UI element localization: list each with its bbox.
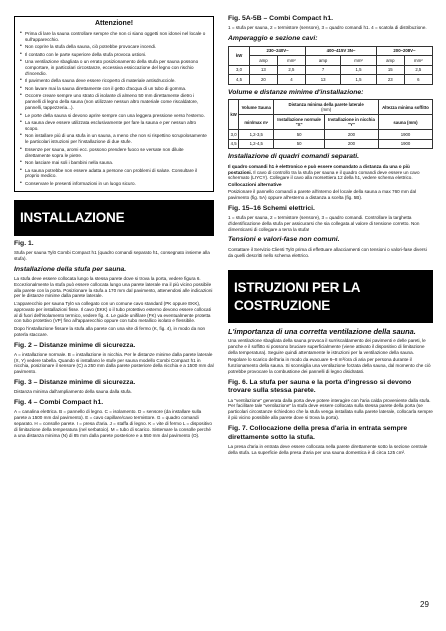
table-cell: 23 bbox=[376, 75, 404, 85]
table-cell: 1900 bbox=[378, 139, 432, 149]
volume-header-row bbox=[229, 100, 433, 115]
amperage-header-row bbox=[229, 46, 433, 56]
table-cell: 1,2-3,5 bbox=[239, 130, 274, 140]
table-cell: 15 bbox=[376, 65, 404, 75]
normal-label: Installazione normale bbox=[277, 116, 321, 122]
table-cell: 1900 bbox=[378, 130, 432, 140]
amperage-table bbox=[228, 46, 433, 85]
heater-install-p3: Dopo l'installazione fissare la stufa alla parete con una vite di fermo (K, fig. 4), in modo da non poterla staccare. bbox=[14, 325, 206, 337]
fig5-title: Fig. 5A-5B – Combi Compact h1. bbox=[228, 15, 333, 22]
attention-box bbox=[14, 16, 214, 192]
ventilation-p2: Regolare lo scarico dell'aria in modo da evacuare 6–8 m³/ora di aria per persona durante il funzionamento della sauna. Si sconsiglia una ventilazione forzata della sauna, dal momento che ciò potrebbe provocare la combustione dei pannelli di legno disidratati. bbox=[228, 357, 431, 374]
table-cell: 1,5 bbox=[341, 75, 377, 85]
unit-cell: amp bbox=[306, 56, 341, 66]
table-cell: 200 bbox=[324, 139, 378, 149]
attention-item: • Non lasciare mai soli i bambini nella sauna. bbox=[20, 160, 208, 166]
voltage-title: Tensioni e valori-fase non comuni. bbox=[228, 236, 340, 244]
table-cell: 4 bbox=[277, 75, 305, 85]
table-cell: 50 bbox=[274, 130, 325, 140]
installation-banner: INSTALLAZIONE bbox=[14, 200, 214, 235]
unit-cell: mm² bbox=[404, 56, 432, 66]
control-panel-p1-bold: Il quadro comandi h1 è elettronico e può essere comandato a distanza da una o più postazioni. bbox=[228, 163, 410, 175]
niche-label: Installazione in nicchia bbox=[328, 116, 375, 122]
fig5-text: 1 = stufa per sauna, 2 = termistore (sensore), 3 = quadro comandi h1. 4 = scatola di distribuzione. bbox=[228, 25, 427, 31]
ventilation-title: L'importanza di una corretta ventilazione della sauna. bbox=[228, 326, 416, 336]
fig2-text: A = installazione normale. B = installazione in nicchia. Per le distanze minime dalla parete laterale (X, Y) vedere tabella. Quando si installano le stufe per sauna modello Combi Compact h1 in nicchia, posizionare il sensore (C) a 250 mm dalla parete posteriore della nicchia e a 1500 mm dal pavimento. bbox=[14, 351, 214, 375]
volume-header-volume-unit: min/max m³ bbox=[239, 115, 274, 130]
fig3-text: Distanza minima dall'ampliamento della sauna dalla stufa. bbox=[14, 389, 132, 395]
table-cell: 4,5 bbox=[229, 139, 239, 149]
niche-y: "Y" bbox=[347, 122, 355, 128]
table-cell: 1,5 bbox=[341, 65, 377, 75]
table-row bbox=[229, 65, 433, 75]
amperage-header-200: 200–208V~ bbox=[376, 46, 432, 56]
normal-x: "X" bbox=[295, 122, 303, 128]
amperage-header-kw: kW bbox=[229, 46, 250, 65]
volume-header-height-unit: sauna (mm) bbox=[378, 115, 432, 130]
table-cell: 13 bbox=[306, 75, 341, 85]
table-row bbox=[229, 139, 433, 149]
left-column bbox=[14, 16, 214, 439]
table-cell: 20 bbox=[250, 75, 278, 85]
voltage-text: Contattare il Servizio Clienti Tylö prima di effettuare allacciamenti con tensioni o valori-fase diversi da quelli descritti nello schema elettrico. bbox=[228, 246, 427, 258]
volume-header-volume: Volume Sauna bbox=[239, 100, 274, 115]
fig3-title: Fig. 3 – Distanze minime di sicurezza. bbox=[14, 379, 136, 387]
distance-label: Distanza minima della parete laterale bbox=[288, 101, 364, 107]
unit-cell: mm² bbox=[277, 56, 305, 66]
attention-item: • Il pavimento della sauna deve essere ricoperto di materiale antisdrucciole. bbox=[20, 78, 208, 84]
volume-header-niche bbox=[324, 115, 378, 130]
amperage-title: Amperaggio e sezione cavi: bbox=[228, 35, 318, 43]
amperage-header-230: 230–240V~ bbox=[250, 46, 306, 56]
control-panel-p1 bbox=[228, 164, 433, 182]
amperage-header-400: 400–415V 3N~ bbox=[306, 46, 377, 56]
heater-install-p2: L'apparecchio per sauna Tylö va collegato con un comune cavo standard (PK oppure EKK), approvato per installazioni fisse. Il cavo (EKK) o il tubo protettivo esterno devono essere collocati al di fuori dell'isolamento termico, vedere fig. 4. Le guide unifilare (FK) va eventualmente protetta con tubo protettivo (VP) fino all'apparecchio oppure con tubo metallico isolato e flessibile. bbox=[14, 300, 211, 324]
attention-item: • Le porte della sauna si devono aprire sempre con una leggera pressione verso l'esterno. bbox=[20, 113, 208, 119]
table-cell: 3,0 bbox=[229, 130, 239, 140]
control-panel-subtitle: Collocazioni alternative bbox=[228, 182, 282, 188]
volume-header-height: Altezza minima soffitto bbox=[378, 100, 432, 115]
attention-item: • Non installare più di una stufa in un sauna, a meno che non si rispettino scrupolosamente le particolari istruzioni per l'installazione di due stufe. bbox=[20, 133, 208, 145]
control-panel-title: Installazione di quadri comandi separati. bbox=[228, 153, 360, 161]
fig6-text: La "ventilazione" generata dalla porta deve potere interagire con l'aria calda proveniente dalla stufa. Per facilitare tale "ventilazione" la stufa deve essere collocata sulla stessa parete della porta (se particolari circostanze richiedono che la stufa venga installata sulla parete laterale, collocarla sempre il più vicino possibile alla parete dove si trova la porta). bbox=[228, 397, 433, 421]
table-row bbox=[229, 130, 433, 140]
table-cell: 1,2-4,5 bbox=[239, 139, 274, 149]
attention-title: Attenzione! bbox=[94, 20, 134, 27]
control-panel-p1-text: Il cavo di controllo tra la stufa per sauna e il quadro comandi deve essere un cavo schermato (LIYCY). Collegare il cavo alla morsettiera 12 della h1, vedere schema elettrico. bbox=[228, 169, 420, 181]
fig2-title: Fig. 2 – Distanze minime di sicurezza. bbox=[14, 341, 136, 349]
attention-item: • Essenze per sauna, aromi ecc. possono prendere fuoco se versate non diluite direttamente sopra le pietre. bbox=[20, 147, 208, 159]
fig7-text: La presa d'aria in entrata deve essere collocata nella parete direttamente sotto la sezione centrale della stufa. La superficie della presa d'aria per una sauna domestica è di circa 125 cm². bbox=[228, 443, 428, 455]
heater-install-title: Installazione della stufa per sauna. bbox=[14, 265, 127, 273]
table-cell: 13 bbox=[250, 65, 278, 75]
unit-cell: mm² bbox=[341, 56, 377, 66]
volume-title: Volume e distanze minime d'installazione: bbox=[228, 88, 364, 96]
table-cell: 2,5 bbox=[404, 65, 432, 75]
table-cell: 6 bbox=[404, 75, 432, 85]
table-cell: 3,0 bbox=[229, 65, 250, 75]
table-cell: 4,5 bbox=[229, 75, 250, 85]
volume-header-kw: kW bbox=[229, 100, 239, 130]
volume-header-normal bbox=[274, 115, 325, 130]
fig15-text: 1 = stufa per sauna, 2 = termistore (sensore), 3 = quadro comandi. Controllare la targhetta d'identificazione della stufa per assicurarsi che sia collegata al valore di tensione corretto. Non dimenticarsi di collegare a terra la stufa! bbox=[228, 214, 420, 232]
fig4-text: A = canalina elettrica. B = pannello di legno. C = isolamento. D = sensore (da installare sulla parete a 1500 mm dal pavimento). E = cavo capillare/cavo termistore. G = quadro comandi separato. H = consolle parete. I = presa d'aria. J = staffa di legno. K = vite di fermo L = dispositivo di limitazione della temperatura (nel serbatoio). M = tubo di scarico. Sistemare la consolle perché a una distanza minima (N) di 85 mm dalla parete posteriore e a 550 mm dal pavimento (O). bbox=[14, 409, 212, 438]
table-row bbox=[229, 75, 433, 85]
volume-table bbox=[228, 99, 433, 149]
attention-item: • Il contatto con le parte superiore della stufa provoca ustioni. bbox=[20, 52, 208, 58]
fig7-title: Fig. 7. Collocazione della presa d'aria in entrata sempre direttamente sotto la stufa. bbox=[228, 425, 408, 441]
attention-item: • Non coprire la stufa della sauna, ciò potrebbe provocare incendi. bbox=[20, 44, 208, 50]
attention-item: • Prima di lare la sauna controllare sempre che non ci siano oggetti non idonei nel locale o sull'apparecchio. bbox=[20, 31, 208, 43]
fig1-text: Stufa per sauna Tylö Combi Compact h1 (quadro comandi separato h1, consegnato insieme alla stufa). bbox=[14, 249, 210, 261]
table-cell: 50 bbox=[274, 139, 325, 149]
construction-banner: ISTRUZIONI PER LA COSTRUZIONE bbox=[228, 270, 433, 323]
fig6-title: Fig. 6. La stufa per sauna e la porta d'ingresso si devono trovare sulla stessa parete. bbox=[228, 378, 412, 395]
fig4-title: Fig. 4 – Combi Compact h1. bbox=[14, 399, 104, 407]
page-number: 29 bbox=[420, 600, 429, 609]
right-column bbox=[228, 15, 433, 456]
fig1-title: Fig. 1. bbox=[14, 239, 34, 247]
table-cell: 200 bbox=[324, 130, 378, 140]
attention-item: • La sauna potrebbe non essere adatta a persone con problemi di salute. Consultare il proprio medico. bbox=[20, 168, 208, 180]
distance-unit: (mm) bbox=[321, 107, 332, 113]
attention-item: • Conservare le presenti informazioni in un luogo sicuro. bbox=[20, 181, 208, 187]
volume-header-distance bbox=[274, 100, 379, 115]
attention-item: • Occorre creare sempre uno strato di isolante di almeno 50 mm direttamente dietro i pannelli di legno della sauna (non utilizzare nessun altro materiale come riscaldatore, pannelli, tappezzeria...). bbox=[20, 93, 208, 111]
heater-install-p1: La stufa deve essere collocata lungo la stessa parete dove si trova la porta, vedere figura 6. Eccezionalmente la stufa può essere collocata lungo una parete laterale ma il più vicino possibile alla parete con la porta. Posizionare la stufa a 170 mm dal pavimento, attenendosi alle indicazioni per le distanze minime dalla parete laterale. bbox=[14, 275, 213, 299]
attention-item: • La sauna deve essere utilizzata esclusivamente per fare la sauna e per nessun altro scopo. bbox=[20, 120, 208, 132]
fig15-title: Fig. 15–16 Schemi elettrici. bbox=[228, 204, 315, 212]
unit-cell: amp bbox=[376, 56, 404, 66]
unit-cell: amp bbox=[250, 56, 278, 66]
ventilation-p1: Una ventilazione sbagliata della sauna provoca il surriscaldamento dei pavimenti e delle pareti, le panche e il soffitto si possono bruciare superficialmente (viene attivato il dispositivo di limitazione della temperatura). Seguire quindi attentamente le istruzioni per la ventilazione della sauna. bbox=[228, 337, 426, 355]
table-cell: 2,5 bbox=[277, 65, 305, 75]
control-panel-p2: Posizionare il pannello comandi a parete all'interno del locale della sauna a max 760 mm dal pavimento (fig. 5A) oppure all'esterno a distanza a scelta (fig. 5B). bbox=[228, 188, 417, 200]
attention-item: • Una ventilazione sbagliata o un errato posizionamento della stufa per sauna possono comportare, in particolari circostanze, eccessiva essiccazione del legno con rischio d'incendio. bbox=[20, 59, 208, 77]
attention-list bbox=[20, 31, 208, 187]
attention-item: • Non lavare mai la sauna direttamente con il getto d'acqua di un tubo di gomma. bbox=[20, 86, 208, 92]
table-cell: 7 bbox=[306, 65, 341, 75]
amperage-units-row bbox=[229, 56, 433, 66]
